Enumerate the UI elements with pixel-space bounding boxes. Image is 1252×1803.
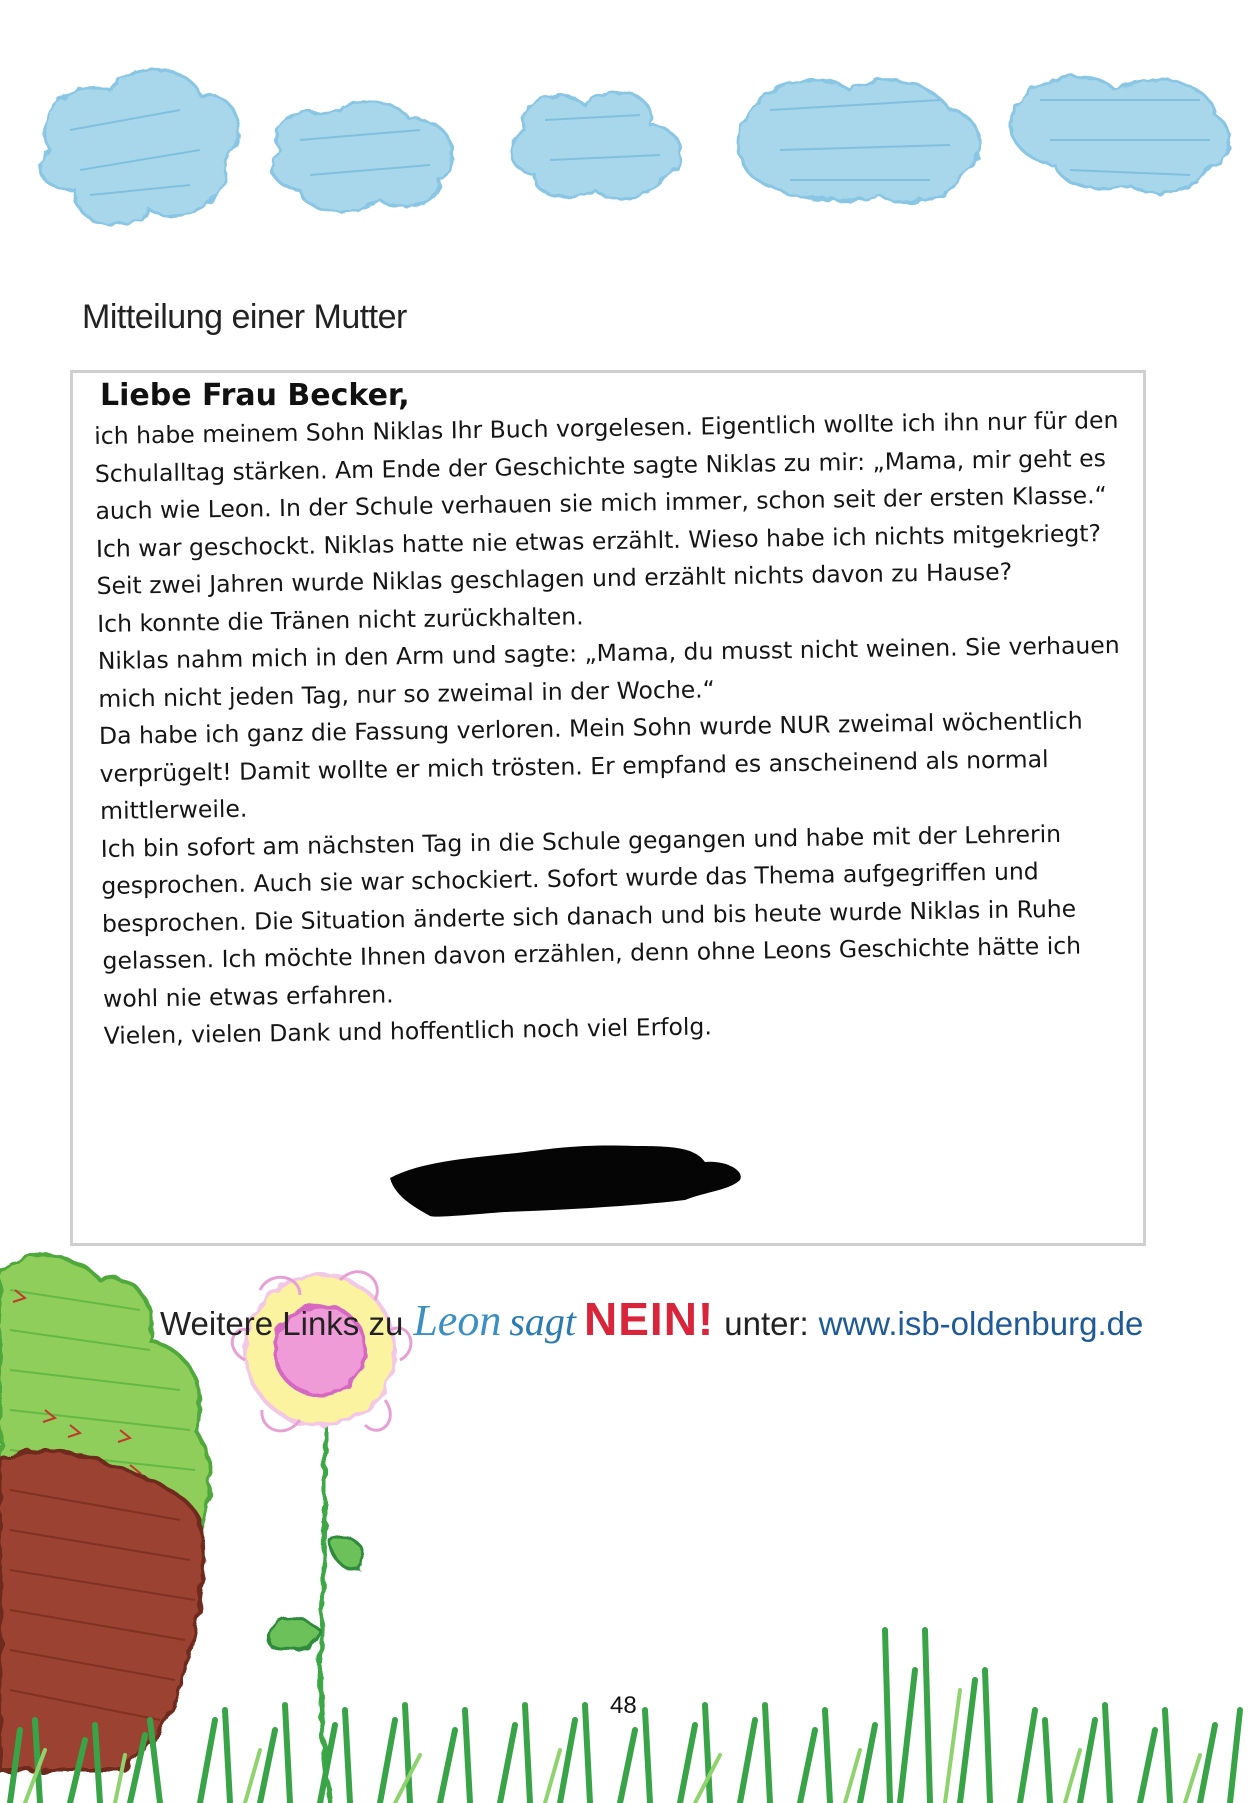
page-number: 48 (610, 1692, 637, 1719)
letter-paragraph: Ich war geschockt. Niklas hatte nie etwas erzählt. Wieso habe ich nichts mitgekriegt? (95, 518, 1102, 563)
cloud-4 (738, 80, 980, 202)
letter-salutation: Liebe Frau Becker, (100, 378, 410, 413)
logo-nein: NEIN! (584, 1293, 715, 1345)
footer-links (160, 1292, 1143, 1346)
logo-sagt: sagt (509, 1299, 577, 1344)
website-link[interactable]: www.isb-oldenburg.de (818, 1305, 1144, 1342)
logo-leon: Leon (413, 1296, 502, 1345)
cloud-3 (511, 92, 681, 198)
cloud-1 (40, 70, 239, 225)
links-prefix: Weitere Links zu (160, 1305, 404, 1342)
letter-body (94, 402, 1134, 1056)
letter-paragraph: Seit zwei Jahren wurde Niklas geschlagen und erzählt nichts davon zu Hause? (96, 557, 1013, 600)
letter-paragraph: Vielen, vielen Dank und hoffentlich noch viel Erfolg. (103, 1012, 713, 1050)
letter-paragraph: Niklas nahm mich in den Arm und sagte: „Mama, du musst nicht weinen. Sie verhauen mich nicht jeden Tag, nur so zweimal in der Woche.“ (97, 630, 1120, 713)
letter-paragraph: Ich konnte die Tränen nicht zurückhalten. (97, 601, 584, 638)
links-middle: unter: (724, 1305, 809, 1342)
redacted-signature (385, 1140, 750, 1222)
leon-sagt-nein-logo (413, 1292, 714, 1346)
crayon-clouds-drawing (0, 0, 1252, 270)
page-heading: Mitteilung einer Mutter (82, 298, 407, 336)
letter-paragraph: Ich bin sofort am nächsten Tag in die Schule gegangen und habe mit der Lehrerin gesprochen. Auch sie war schockiert. Sofort wurde das Thema aufgegriffen und besprochen. Die Situation änderte sich danach und bis heute wurde Niklas in Ruhe gelassen. Ich möchte Ihnen davon erzählen, denn ohne Leons Geschichte hätte ich wohl nie etwas erfahren. (100, 819, 1082, 1013)
tree-trunk (0, 1451, 203, 1770)
letter-paragraph: ich habe meinem Sohn Niklas Ihr Buch vorgelesen. Eigentlich wollte ich ihn nur für den Schulalltag stärken. Am Ende der Geschichte sagte Niklas zu mir: „Mama, mir geht es auch wie Leon. In der Schule verhauen sie mich immer, schon seit der ersten Klasse.“ (94, 405, 1119, 525)
cloud-2 (272, 102, 452, 211)
letter-paragraph: Da habe ich ganz die Fassung verloren. Mein Sohn wurde NUR zweimal wöchentlich verprügelt! Damit wollte er mich trösten. Er empfand es anscheinend als normal mittlerweile. (98, 706, 1083, 825)
flower (245, 1275, 395, 1803)
cloud-5 (1010, 76, 1230, 193)
